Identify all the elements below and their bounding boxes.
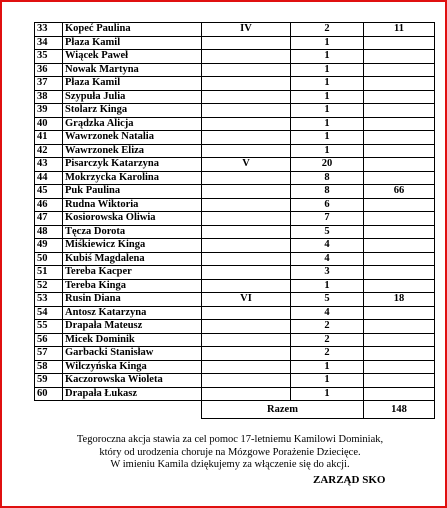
row-count: 1 bbox=[291, 36, 364, 50]
row-number: 46 bbox=[35, 198, 63, 212]
table-row bbox=[35, 50, 435, 64]
footer-line-1: Tegoroczna akcja stawia za cel pomoc 17-letniemu Kamilowi Dominiak, bbox=[76, 434, 384, 445]
row-name: Grądzka Alicja bbox=[63, 117, 202, 131]
table-row bbox=[35, 279, 435, 293]
row-count: 2 bbox=[291, 333, 364, 347]
row-number: 48 bbox=[35, 225, 63, 239]
row-count: 1 bbox=[291, 117, 364, 131]
row-count: 20 bbox=[291, 158, 364, 172]
footer-note bbox=[40, 434, 420, 472]
row-number: 40 bbox=[35, 117, 63, 131]
row-count: 1 bbox=[291, 387, 364, 401]
row-group bbox=[202, 225, 291, 239]
row-group bbox=[202, 212, 291, 226]
row-count: 5 bbox=[291, 293, 364, 307]
row-group bbox=[202, 36, 291, 50]
row-total: 11 bbox=[364, 23, 435, 37]
table-body bbox=[35, 23, 435, 419]
row-group: IV bbox=[202, 23, 291, 37]
row-number: 50 bbox=[35, 252, 63, 266]
table-row bbox=[35, 144, 435, 158]
row-number: 54 bbox=[35, 306, 63, 320]
row-total bbox=[364, 117, 435, 131]
row-total bbox=[364, 144, 435, 158]
row-name: Tęcza Dorota bbox=[63, 225, 202, 239]
row-group bbox=[202, 374, 291, 388]
row-total bbox=[364, 198, 435, 212]
row-name: Nowak Martyna bbox=[63, 63, 202, 77]
row-count: 1 bbox=[291, 104, 364, 118]
table-row bbox=[35, 293, 435, 307]
row-name: Wawrzonek Natalia bbox=[63, 131, 202, 145]
row-group bbox=[202, 198, 291, 212]
table-row bbox=[35, 171, 435, 185]
summary-spacer bbox=[63, 401, 202, 419]
row-number: 38 bbox=[35, 90, 63, 104]
row-number: 60 bbox=[35, 387, 63, 401]
row-total bbox=[364, 90, 435, 104]
row-count: 4 bbox=[291, 306, 364, 320]
row-name: Pisarczyk Katarzyna bbox=[63, 158, 202, 172]
footer-line-3: W imieniu Kamila dziękujemy za włączenie się do akcji. bbox=[110, 459, 350, 470]
row-count: 2 bbox=[291, 347, 364, 361]
row-group bbox=[202, 239, 291, 253]
row-total bbox=[364, 239, 435, 253]
row-count: 6 bbox=[291, 198, 364, 212]
table-row bbox=[35, 131, 435, 145]
row-total bbox=[364, 306, 435, 320]
row-number: 52 bbox=[35, 279, 63, 293]
row-number: 47 bbox=[35, 212, 63, 226]
row-group bbox=[202, 171, 291, 185]
row-count: 5 bbox=[291, 225, 364, 239]
row-total bbox=[364, 225, 435, 239]
row-name: Kosiorowska Oliwia bbox=[63, 212, 202, 226]
row-total: 18 bbox=[364, 293, 435, 307]
table-row bbox=[35, 306, 435, 320]
row-count: 1 bbox=[291, 63, 364, 77]
row-name: Antosz Katarzyna bbox=[63, 306, 202, 320]
row-count: 2 bbox=[291, 23, 364, 37]
row-name: Tereba Kinga bbox=[63, 279, 202, 293]
row-group bbox=[202, 117, 291, 131]
table-row bbox=[35, 225, 435, 239]
row-group: VI bbox=[202, 293, 291, 307]
row-name: Garbacki Stanisław bbox=[63, 347, 202, 361]
row-number: 45 bbox=[35, 185, 63, 199]
row-total bbox=[364, 252, 435, 266]
row-group bbox=[202, 306, 291, 320]
row-number: 39 bbox=[35, 104, 63, 118]
row-name: Stolarz Kinga bbox=[63, 104, 202, 118]
row-name: Drapała Mateusz bbox=[63, 320, 202, 334]
donation-table bbox=[34, 22, 435, 419]
row-total bbox=[364, 36, 435, 50]
row-name: Płaza Kamil bbox=[63, 36, 202, 50]
row-group bbox=[202, 185, 291, 199]
row-number: 49 bbox=[35, 239, 63, 253]
row-name: Szypuła Julia bbox=[63, 90, 202, 104]
row-name: Kubiś Magdalena bbox=[63, 252, 202, 266]
row-total bbox=[364, 50, 435, 64]
table-row bbox=[35, 77, 435, 91]
row-name: Mokrzycka Karolina bbox=[63, 171, 202, 185]
row-number: 41 bbox=[35, 131, 63, 145]
row-total bbox=[364, 266, 435, 280]
table-row bbox=[35, 158, 435, 172]
table-row bbox=[35, 320, 435, 334]
row-name: Tereba Kacper bbox=[63, 266, 202, 280]
row-count: 1 bbox=[291, 131, 364, 145]
row-number: 59 bbox=[35, 374, 63, 388]
summary-label: Razem bbox=[202, 401, 364, 419]
row-group bbox=[202, 77, 291, 91]
row-group bbox=[202, 333, 291, 347]
table-row bbox=[35, 347, 435, 361]
table-row bbox=[35, 252, 435, 266]
row-number: 34 bbox=[35, 36, 63, 50]
table-row bbox=[35, 333, 435, 347]
summary-spacer bbox=[35, 401, 63, 419]
row-group bbox=[202, 360, 291, 374]
row-name: Wawrzonek Eliza bbox=[63, 144, 202, 158]
table-row bbox=[35, 374, 435, 388]
row-count: 2 bbox=[291, 320, 364, 334]
row-name: Wilczyńska Kinga bbox=[63, 360, 202, 374]
row-count: 1 bbox=[291, 360, 364, 374]
row-name: Kaczorowska Wioleta bbox=[63, 374, 202, 388]
row-count: 1 bbox=[291, 279, 364, 293]
row-count: 8 bbox=[291, 171, 364, 185]
row-number: 58 bbox=[35, 360, 63, 374]
row-total: 66 bbox=[364, 185, 435, 199]
row-name: Kopeć Paulina bbox=[63, 23, 202, 37]
table-row bbox=[35, 360, 435, 374]
row-number: 36 bbox=[35, 63, 63, 77]
row-count: 1 bbox=[291, 50, 364, 64]
row-group bbox=[202, 144, 291, 158]
row-count: 1 bbox=[291, 144, 364, 158]
row-count: 1 bbox=[291, 77, 364, 91]
row-name: Micek Dominik bbox=[63, 333, 202, 347]
row-number: 53 bbox=[35, 293, 63, 307]
row-group: V bbox=[202, 158, 291, 172]
row-total bbox=[364, 63, 435, 77]
row-total bbox=[364, 279, 435, 293]
row-name: Rusin Diana bbox=[63, 293, 202, 307]
row-number: 37 bbox=[35, 77, 63, 91]
row-total bbox=[364, 77, 435, 91]
row-total bbox=[364, 171, 435, 185]
table-row bbox=[35, 266, 435, 280]
table-row bbox=[35, 212, 435, 226]
table-row bbox=[35, 36, 435, 50]
row-group bbox=[202, 252, 291, 266]
row-number: 35 bbox=[35, 50, 63, 64]
row-number: 33 bbox=[35, 23, 63, 37]
table-row bbox=[35, 104, 435, 118]
row-group bbox=[202, 279, 291, 293]
row-group bbox=[202, 347, 291, 361]
row-count: 4 bbox=[291, 252, 364, 266]
row-name: Płaza Kamil bbox=[63, 77, 202, 91]
row-name: Rudna Wiktoria bbox=[63, 198, 202, 212]
row-total bbox=[364, 333, 435, 347]
row-group bbox=[202, 50, 291, 64]
row-number: 51 bbox=[35, 266, 63, 280]
row-group bbox=[202, 387, 291, 401]
row-count: 1 bbox=[291, 374, 364, 388]
row-number: 56 bbox=[35, 333, 63, 347]
table-row bbox=[35, 90, 435, 104]
table-row bbox=[35, 117, 435, 131]
row-group bbox=[202, 266, 291, 280]
row-name: Drapała Łukasz bbox=[63, 387, 202, 401]
row-total bbox=[364, 104, 435, 118]
summary-row bbox=[35, 401, 435, 419]
row-number: 57 bbox=[35, 347, 63, 361]
row-name: Puk Paulina bbox=[63, 185, 202, 199]
row-total bbox=[364, 347, 435, 361]
row-number: 42 bbox=[35, 144, 63, 158]
table-row bbox=[35, 63, 435, 77]
row-count: 1 bbox=[291, 90, 364, 104]
footer-line-2: który od urodzenia choruje na Mózgowe Porażenie Dziecięce. bbox=[99, 446, 361, 458]
row-count: 8 bbox=[291, 185, 364, 199]
row-number: 55 bbox=[35, 320, 63, 334]
row-group bbox=[202, 131, 291, 145]
row-count: 7 bbox=[291, 212, 364, 226]
table-row bbox=[35, 387, 435, 401]
row-group bbox=[202, 63, 291, 77]
row-total bbox=[364, 320, 435, 334]
row-count: 4 bbox=[291, 239, 364, 253]
row-number: 43 bbox=[35, 158, 63, 172]
row-total bbox=[364, 158, 435, 172]
row-count: 3 bbox=[291, 266, 364, 280]
table-row bbox=[35, 23, 435, 37]
row-total bbox=[364, 387, 435, 401]
signature: ZARZĄD SKO bbox=[313, 474, 386, 486]
row-group bbox=[202, 104, 291, 118]
row-total bbox=[364, 131, 435, 145]
row-name: Miśkiewicz Kinga bbox=[63, 239, 202, 253]
row-total bbox=[364, 360, 435, 374]
row-group bbox=[202, 90, 291, 104]
table-row bbox=[35, 198, 435, 212]
row-group bbox=[202, 320, 291, 334]
table-row bbox=[35, 239, 435, 253]
row-name: Wiącek Paweł bbox=[63, 50, 202, 64]
summary-value: 148 bbox=[364, 401, 435, 419]
row-number: 44 bbox=[35, 171, 63, 185]
table-row bbox=[35, 185, 435, 199]
row-total bbox=[364, 212, 435, 226]
row-total bbox=[364, 374, 435, 388]
